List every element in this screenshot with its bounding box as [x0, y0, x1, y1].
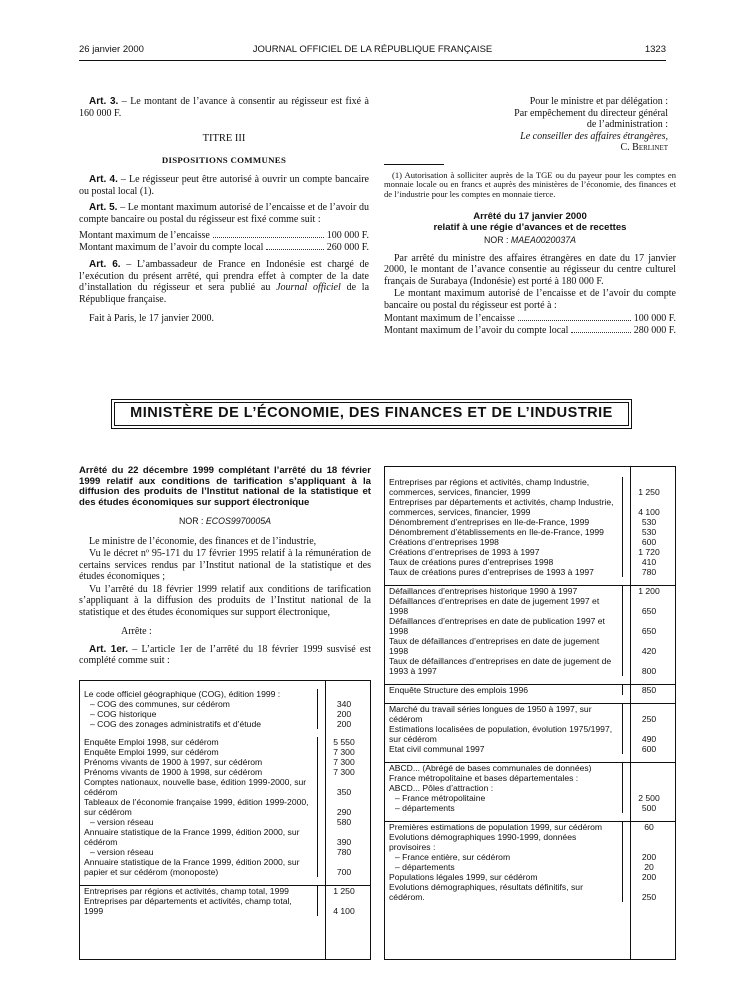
left-column-top — [79, 96, 369, 330]
row-price: 410 — [623, 557, 676, 567]
fait-line: Fait à Paris, le 17 janvier 2000. — [89, 313, 214, 324]
footnote-rule — [384, 164, 444, 165]
table-row — [80, 689, 370, 699]
table-row — [385, 763, 675, 784]
table-row — [385, 793, 675, 803]
row-label: Le code officiel géographique (COG), édition 1999 : — [84, 689, 281, 699]
table-row — [80, 747, 370, 757]
row-label: Prénoms vivants de 1900 à 1998, sur cédérom — [84, 767, 263, 777]
table-row — [80, 719, 370, 729]
row-price: 490 — [623, 724, 676, 744]
row-price: 850 — [623, 685, 676, 696]
table-row — [80, 757, 370, 767]
table-row — [80, 709, 370, 719]
row-price: 1 200 — [623, 586, 676, 597]
table-row — [80, 886, 370, 897]
row-label: Entreprises par départements et activités, champ Industrie, commerces, services, financier, 1999 — [389, 497, 614, 517]
row-label: Taux de défaillances d’entreprises en date de jugement 1998 — [389, 636, 600, 656]
row-label: Dénombrement d’entreprises en Ile-de-France, 1999 — [389, 517, 590, 527]
row-label: ABCD... (Abrégé de bases communales de données) France métropolitaine et bases départementales : — [385, 763, 623, 784]
table-row — [385, 685, 675, 696]
row-price: 420 — [623, 636, 676, 656]
table-row — [385, 882, 675, 902]
table-row — [385, 656, 675, 676]
row-price: 200 — [318, 709, 371, 719]
amount-encaisse-row: Montant maximum de l’encaisse 100 000 F. — [79, 230, 369, 241]
arrete-para-1: Par arrêté du ministre des affaires étrangères en date du 17 janvier 2000, le montant de l’avance consentie au régisseur du centre culturel français de Surabaya (Indonésie) est porté à 180 000 F. — [384, 252, 676, 287]
table-gap — [80, 877, 370, 886]
article-5: Art. 5. – Le montant maximum autorisé de l’encaisse et de l’avoir du compte bancaire ou postal du régisseur est fixé comme suit : — [79, 202, 370, 225]
row-price: 290 — [318, 797, 371, 817]
row-label: Taux de défaillances d’entreprises en date de jugement de 1993 à 1997 — [389, 656, 612, 676]
table-row — [385, 547, 675, 557]
table-row — [385, 832, 675, 852]
table-row — [385, 724, 675, 744]
table-row — [80, 737, 370, 747]
row-label: Enquête Emploi 1999, sur cédérom — [84, 747, 219, 757]
row-price: 580 — [318, 817, 371, 827]
table-row — [385, 616, 675, 636]
row-price: 390 — [318, 827, 371, 847]
ministry-banner: MINISTÈRE DE L’ÉCONOMIE, DES FINANCES ET DE L’INDUSTRIE — [111, 399, 632, 429]
page-header — [79, 44, 666, 58]
row-label: – version réseau — [90, 847, 154, 857]
table-row — [385, 704, 675, 725]
table-row — [385, 596, 675, 616]
row-label: Défaillances d’entreprises historique 1990 à 1997 — [385, 586, 623, 597]
row-price: 530 — [623, 527, 676, 537]
row-label: Marché du travail séries longues de 1950 à 1997, sur cédérom — [385, 704, 623, 725]
row-label: Taux de créations pures d’entreprises 1998 — [389, 557, 554, 567]
nor-line: NOR : MAEA0020037A — [484, 235, 576, 246]
table-row — [385, 803, 675, 813]
table-row — [385, 872, 675, 882]
right-amount-encaisse-row: Montant maximum de l’encaisse 100 000 F. — [384, 313, 676, 325]
table-row — [385, 822, 675, 833]
row-label: – départements — [395, 862, 455, 872]
titre-heading: TITRE III — [202, 133, 246, 144]
row-price: 650 — [623, 616, 676, 636]
table-gap — [385, 695, 675, 704]
row-price: 7 300 — [318, 767, 371, 777]
table-row — [80, 857, 370, 877]
tarif-table-left — [79, 680, 371, 960]
table-row — [385, 862, 675, 872]
row-price: 350 — [318, 777, 371, 797]
row-price: 1 250 — [318, 886, 371, 897]
row-label: – départements — [395, 803, 455, 813]
table-row — [80, 797, 370, 817]
row-label: Prénoms vivants de 1900 à 1997, sur cédérom — [84, 757, 263, 767]
header-date: 26 janvier 2000 — [79, 44, 144, 55]
row-label: – COG historique — [90, 709, 157, 719]
table-row — [385, 477, 675, 497]
row-price: 780 — [318, 847, 371, 857]
signature-block: Pour le ministre et par délégation : Par empêchement du directeur général de l’administration : Le conseiller des affaires étrangères, C. Berlinet — [514, 96, 668, 153]
tarif-table-right — [384, 466, 676, 960]
row-label: Défaillances d’entreprises en date de publication 1997 et 1998 — [389, 616, 605, 636]
row-price: 600 — [623, 744, 676, 754]
row-label: – COG des communes, sur cédérom — [90, 699, 230, 709]
row-label: – France entière, sur cédérom — [395, 852, 511, 862]
row-price: 250 — [623, 882, 676, 902]
row-price: 200 — [623, 872, 676, 882]
minister-line: Le ministre de l’économie, des finances et de l’industrie, — [89, 535, 317, 547]
row-label: Annuaire statistique de la France 1999, édition 2000, sur cédérom — [84, 827, 300, 847]
row-price: 200 — [623, 852, 676, 862]
row-price: 250 — [623, 704, 676, 725]
row-label: Entreprises par départements et activités, champ total, 1999 — [84, 896, 292, 916]
table-row — [385, 744, 675, 754]
article-6: Art. 6. – L’ambassadeur de France en Indonésie est chargé de l’exécution du présent arrêté, qui prendra effet à compter de la date d’installation du régisseur et sera publié au Journal officiel de la République française. — [79, 259, 370, 305]
row-price: 2 500 — [623, 793, 676, 803]
row-label: Enquête Emploi 1998, sur cédérom — [84, 737, 219, 747]
row-label: Tableaux de l’économie française 1999, édition 1999-2000, sur cédérom — [84, 797, 309, 817]
row-price: 20 — [623, 862, 676, 872]
row-price: 800 — [623, 656, 676, 676]
row-label: Enquête Structure des emplois 1996 — [385, 685, 623, 696]
article-4: Art. 4. – Le régisseur peut être autorisé à ouvrir un compte bancaire ou postal local (1). — [79, 174, 369, 197]
row-price: 1 250 — [623, 477, 676, 497]
row-label: ABCD... Pôles d’attraction : — [389, 783, 494, 793]
article-1: Art. 1er. – L’article 1er de l’arrêté du 18 février 1999 susvisé est complété comme suit : — [79, 643, 371, 667]
table-row — [385, 517, 675, 527]
row-label: Créations d’entreprises 1998 — [389, 537, 499, 547]
table-row — [385, 557, 675, 567]
table-row — [80, 817, 370, 827]
right-column-top — [384, 96, 676, 336]
row-label: Entreprises par régions et activités, champ total, 1999 — [80, 886, 318, 897]
row-label: Premières estimations de population 1999, sur cédérom — [385, 822, 623, 833]
row-price: 60 — [623, 822, 676, 833]
section-heading: DISPOSITIONS COMMUNES — [161, 154, 287, 165]
arrete-decembre-title: Arrêté du 22 décembre 1999 complétant l’arrêté du 18 février 1999 relatif aux conditions de tarification s’appliquant à la diffusion des produits de l’Institut national de la statistique et des études économiques sur support électronique — [79, 465, 371, 508]
row-price: 5 550 — [318, 737, 371, 747]
table-row — [385, 783, 675, 793]
row-label: – COG des zonages administratifs et d’étude — [90, 719, 262, 729]
table-row — [385, 567, 675, 577]
table-gap — [385, 676, 675, 685]
arrete-title: Arrêté du 17 janvier 2000 relatif à une régie d’avances et de recettes — [433, 211, 627, 234]
table-row — [385, 537, 675, 547]
row-label: Dénombrement d’établissements en Ile-de-France, 1999 — [389, 527, 604, 537]
row-label: Annuaire statistique de la France 1999, édition 2000, sur papier et sur cédérom (monoposte) — [84, 857, 300, 877]
table-row — [385, 852, 675, 862]
row-label: Défaillances d’entreprises en date de jugement 1997 et 1998 — [389, 596, 600, 616]
table-row — [80, 767, 370, 777]
row-label: – France métropolitaine — [395, 793, 486, 803]
table-row — [385, 497, 675, 517]
row-price: 530 — [623, 517, 676, 527]
table-row — [385, 527, 675, 537]
table-gap — [385, 577, 675, 586]
row-price: 700 — [318, 857, 371, 877]
table-gap — [385, 813, 675, 822]
row-price: 7 300 — [318, 757, 371, 767]
right-amount-avoir-row: Montant maximum de l’avoir du compte local 280 000 F. — [384, 324, 676, 336]
table-row — [80, 827, 370, 847]
arrete-para-2: Le montant maximum autorisé de l’encaisse et de l’avoir du compte bancaire ou postal du régisseur est porté à : — [384, 288, 676, 311]
row-price: 340 — [318, 699, 371, 709]
table-row — [385, 636, 675, 656]
header-rule — [79, 60, 666, 61]
row-price: 200 — [318, 719, 371, 729]
row-price: 4 100 — [318, 896, 371, 916]
row-price: 500 — [623, 803, 676, 813]
vu-decret: Vu le décret nº 95-171 du 17 février 1995 relatif à la rémunération de certains services rendus par l’Institut national de la statistique et des études économiques ; — [79, 548, 371, 583]
header-page-number: 1323 — [644, 44, 666, 55]
table-row — [80, 896, 370, 916]
row-price: 650 — [623, 596, 676, 616]
row-price: 600 — [623, 537, 676, 547]
row-label: Estimations localisées de population, évolution 1975/1997, sur cédérom — [389, 724, 613, 744]
row-label: Comptes nationaux, nouvelle base, édition 1999-2000, sur cédérom — [84, 777, 307, 797]
row-label: – version réseau — [90, 817, 154, 827]
left-column-bottom — [79, 466, 371, 672]
footnote: (1) Autorisation à solliciter auprès de la TGE ou du payeur pour les comptes en monnaie locale ou en francs et auprès des ministères de l’économie, des finances et de l’industrie pour les comptes en monnaie tierce. — [384, 169, 676, 199]
table-gap — [80, 729, 370, 737]
table-row — [80, 777, 370, 797]
header-journal-title: JOURNAL OFFICIEL DE LA RÉPUBLIQUE FRANÇAISE — [252, 44, 493, 55]
table-row — [385, 586, 675, 597]
row-price: 1 720 — [623, 547, 676, 557]
row-label: Entreprises par régions et activités, champ Industrie, commerces, services, financier, 1999 — [389, 477, 590, 497]
table-row — [80, 699, 370, 709]
row-label: Evolutions démographiques, résultats définitifs, sur cédérom. — [389, 882, 583, 902]
row-label: Taux de créations pures d’entreprises de 1993 à 1997 — [389, 567, 594, 577]
row-label: Evolutions démographiques 1990-1999, données provisoires : — [389, 832, 577, 852]
table-row — [80, 847, 370, 857]
row-price: 780 — [623, 567, 676, 577]
row-price: 4 100 — [623, 497, 676, 517]
row-label: Créations d’entreprises de 1993 à 1997 — [389, 547, 540, 557]
row-label: Etat civil communal 1997 — [389, 744, 485, 754]
amount-avoir-row: Montant maximum de l’avoir du compte local 260 000 F. — [79, 241, 369, 253]
vu-arrete: Vu l’arrêté du 18 février 1999 relatif aux conditions de tarification s’appliquant à la diffusion des produits de l’Institut national de la statistique et des études économiques sur support électronique, — [79, 583, 371, 618]
table-gap — [385, 754, 675, 763]
nor-line-2: NOR : ECOS9970005A — [179, 516, 271, 527]
row-price: 7 300 — [318, 747, 371, 757]
article-3: Art. 3. – Le montant de l’avance à consentir au régisseur est fixé à 160 000 F. — [79, 96, 369, 119]
arrete-line: Arrête : — [121, 626, 152, 638]
row-label: Populations légales 1999, sur cédérom — [389, 872, 538, 882]
